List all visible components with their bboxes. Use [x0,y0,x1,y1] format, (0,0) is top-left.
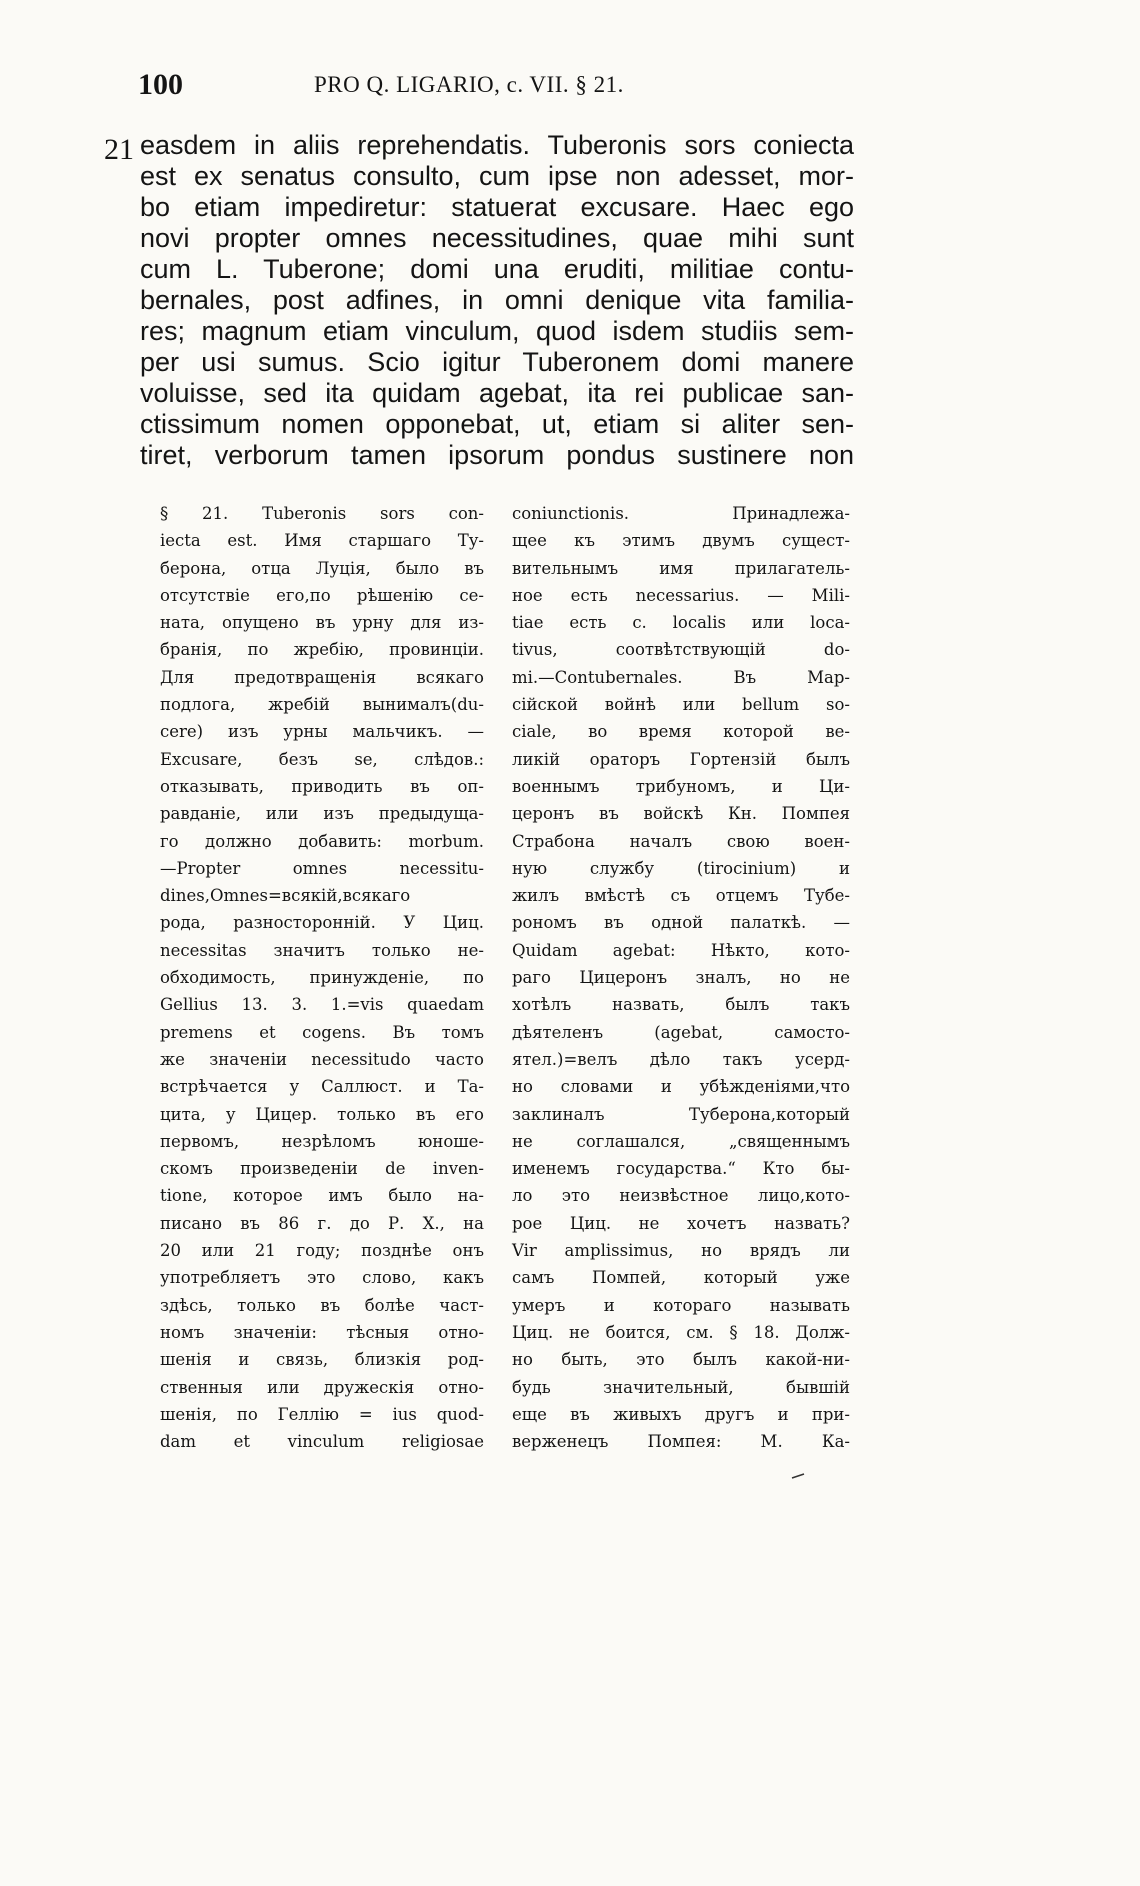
note-line: mi.—Contubernales. Въ Мар- [512,667,850,687]
note-line: отказывать, приводить въ оп- [160,776,484,796]
note-line: § 21. Tuberonis sors con- [160,504,484,523]
note-line: dam et vinculum religiosae [160,1432,484,1452]
note-line: coniunctionis. Принадлежа- [512,504,850,523]
main-text-line: bo etiam impediretur: statuerat excusare. Haec ego [140,192,854,222]
running-head: PRO Q. LIGARIO, c. VII. § 21. [314,72,624,97]
note-line: ciale, во время которой ве- [512,722,850,742]
note-line: употребляетъ это слово, какъ [160,1268,484,1288]
note-line: верженецъ Помпея: М. Ка- [512,1432,850,1452]
note-line: premens et cogens. Въ томъ [160,1022,484,1042]
note-line: ную службу (tirocinium) и [512,858,850,878]
note-line: dines,Omnes=всякій,всякаго [160,886,411,906]
commentary-left-column [160,500,484,1455]
note-line: iecta est. Имя старшаго Ту- [160,531,484,551]
note-line: отсутствіе его,по рѣшенію се- [160,585,484,605]
note-line: рое Циц. не хочетъ назвать? [512,1213,850,1233]
note-line: шенія, по Геллію = ius quod- [160,1404,484,1424]
note-line: будь значительный, бывшій [512,1377,850,1397]
note-line: умеръ и котораго называть [512,1295,850,1315]
note-line: Vir amplissimus, но врядъ ли [512,1241,850,1261]
note-line: ло это неизвѣстное лицо,кото- [512,1186,850,1206]
note-line: берона, отца Луція, было въ [160,558,484,578]
commentary-right-column [512,500,850,1455]
note-line: вительнымъ имя прилагатель- [512,558,850,578]
note-line: подлога, жребій вынималъ(du- [160,695,484,715]
latin-main-text [140,130,854,471]
note-line: именемъ государства.“ Кто бы- [512,1159,850,1179]
ink-speck [790,1470,830,1500]
main-text-line: novi propter omnes necessitudines, quae mihi sunt [140,223,854,253]
note-line: Страбона началъ свою воен- [512,831,850,851]
main-text-line: easdem in aliis reprehendatis. Tuberonis sors coniecta [140,130,854,160]
note-line: цита, у Цицер. только въ его [160,1104,484,1124]
note-line: Циц. не боится, см. § 18. Долж- [512,1322,850,1342]
main-text-line: per usi sumus. Scio igitur Tuberonem domi manere [140,347,854,377]
section-margin-number: 21 [104,133,134,166]
note-line: го должно добавить: morbum. [160,831,484,851]
note-line: но словами и убѣжденіями,что [512,1077,850,1097]
main-text-line: tiret, verborum tamen ipsorum pondus sustinere non [140,440,854,470]
note-line: Excusare, безъ se, слѣдов.: [160,749,484,769]
note-line: равданіе, или изъ предыдуща- [160,804,484,824]
note-line: tivus, соотвѣтствующій do- [512,640,850,660]
note-line: Quidam agebat: Нѣкто, кото- [512,940,850,960]
note-line: же значеніи necessitudo часто [160,1049,484,1069]
note-line: tiae есть c. localis или loca- [512,613,850,633]
note-line: раго Цицеронъ зналъ, но не [512,968,850,988]
main-text-line: voluisse, sed ita quidam agebat, ita rei publicae san- [140,378,854,408]
note-line: сійской войнѣ или bellum so- [512,695,850,715]
note-line: ликій ораторъ Гортензій былъ [512,749,850,769]
note-line: здѣсь, только въ болѣе част- [160,1295,484,1315]
note-line: ственныя или дружескія отно- [160,1377,484,1397]
note-line: заклиналъ Туберона,который [512,1104,850,1124]
note-line: церонъ въ войскѣ Кн. Помпея [512,804,850,824]
note-line: встрѣчается у Саллюст. и Та- [160,1077,484,1097]
page-header [138,68,778,108]
note-line: но быть, это былъ какой-ни- [512,1350,850,1370]
main-text-line: bernales, post adfines, in omni denique vita familia- [140,285,854,315]
note-line: Gellius 13. 3. 1.=vis quaedam [160,995,484,1015]
main-text-line: est ex senatus consulto, cum ipse non adesset, mor- [140,161,854,191]
note-line: Для предотвращенія всякаго [160,667,484,687]
note-line: ната, опущено въ урну для из- [160,613,484,633]
note-line: жилъ вмѣстѣ съ отцемъ Тубе- [512,886,850,906]
note-line: necessitas значитъ только не- [160,940,484,960]
main-text-line: ctissimum nomen opponebat, ut, etiam si aliter sen- [140,409,854,439]
note-line: военнымъ трибуномъ, и Ци- [512,776,850,796]
note-line: первомъ, незрѣломъ юноше- [160,1131,484,1151]
note-line: рода, разносторонній. У Циц. [160,913,484,933]
main-text-line: cum L. Tuberone; domi una eruditi, militiae contu- [140,254,854,284]
page-number: 100 [138,68,183,101]
note-line: номъ значеніи: тѣсныя отно- [160,1322,484,1342]
note-line: хотѣлъ назвать, былъ такъ [512,995,850,1015]
note-line: щее къ этимъ двумъ сущест- [512,531,850,551]
note-line: ное есть necessarius. — Mili- [512,585,850,605]
note-line: самъ Помпей, который уже [512,1268,850,1288]
note-line: бранія, по жребію, провинціи. [160,640,484,660]
note-line: рономъ въ одной палаткѣ. — [512,913,850,933]
note-line: дѣятеленъ (agebat, самосто- [512,1022,850,1042]
note-line: 20 или 21 году; позднѣе онъ [160,1241,484,1261]
note-line: tione, которое имъ было на- [160,1186,484,1206]
note-line: скомъ произведеніи de inven- [160,1159,484,1179]
note-line: писано въ 86 г. до Р. Х., на [160,1213,484,1233]
note-line: не соглашался, „священнымъ [512,1131,850,1151]
note-line: еще въ живыхъ другъ и при- [512,1404,850,1424]
note-line: ятел.)=велъ дѣло такъ усерд- [512,1049,850,1069]
note-line: шенія и связь, близкія род- [160,1350,484,1370]
main-text-line: res; magnum etiam vinculum, quod isdem studiis sem- [140,316,854,346]
note-line: —Propter omnes necessitu- [160,858,484,878]
note-line: cere) изъ урны мальчикъ. — [160,722,484,742]
note-line: обходимость, принужденіе, по [160,968,484,988]
